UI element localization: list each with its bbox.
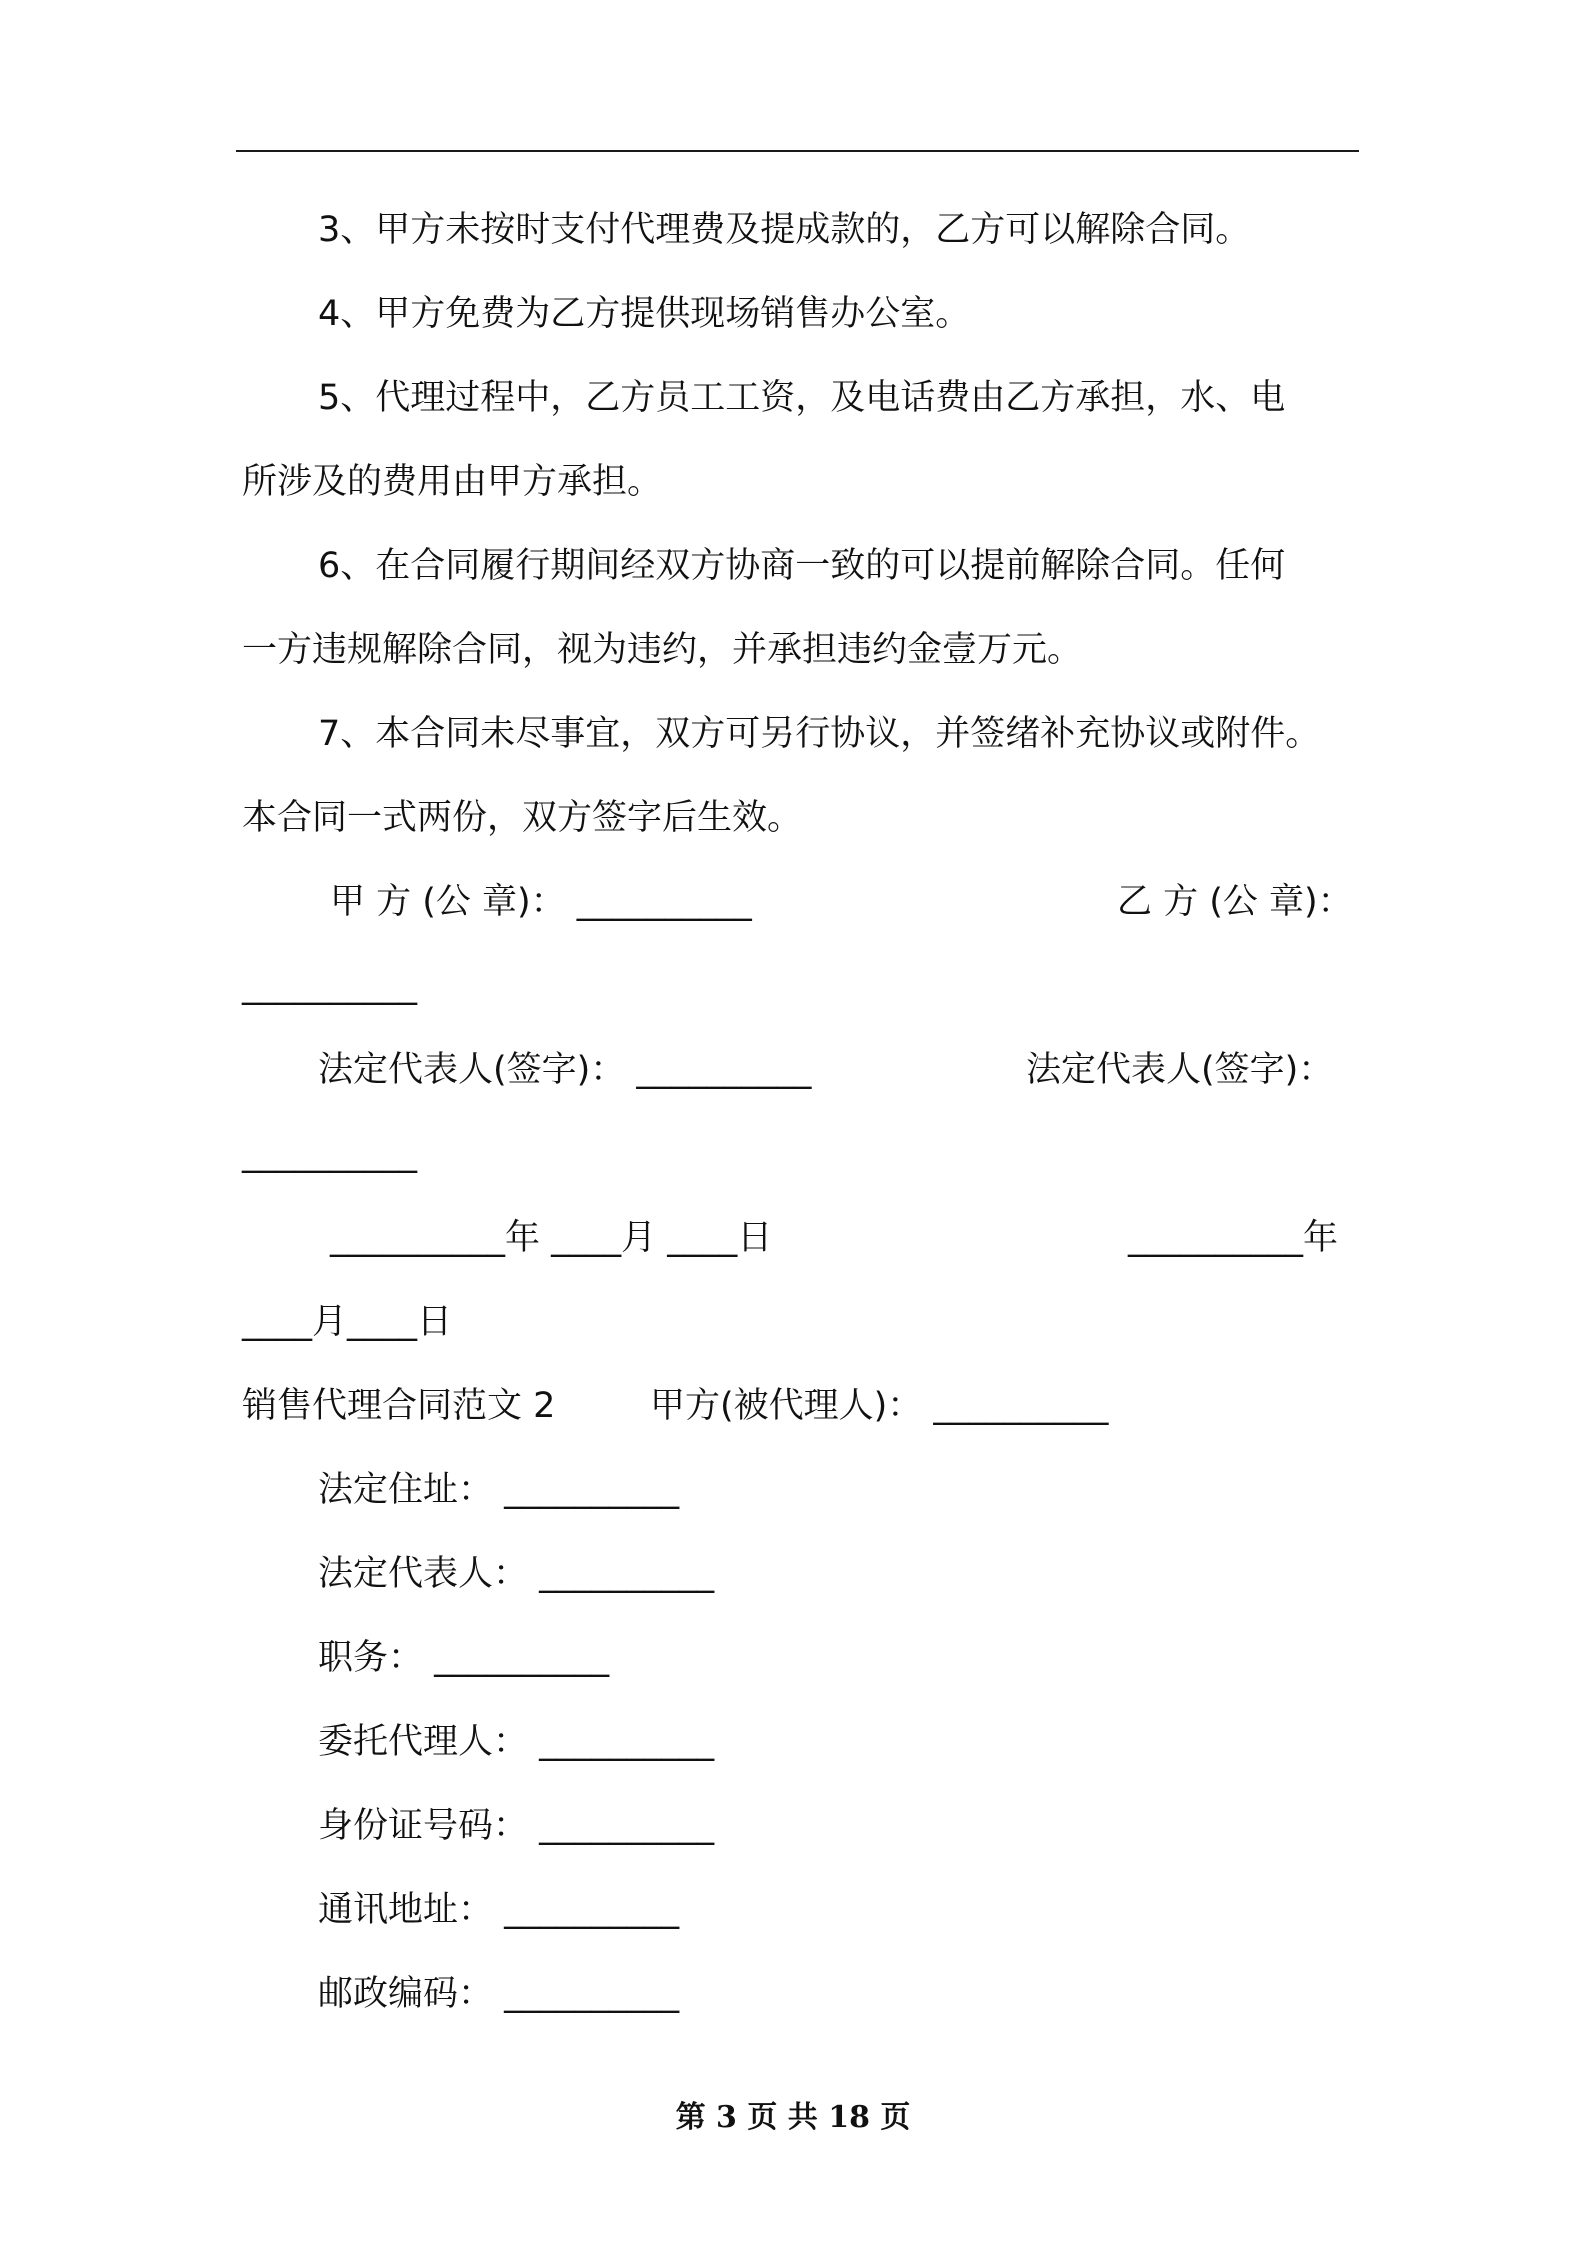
field-postal-code: 邮政编码： __________ <box>318 1974 680 2014</box>
clause-5-line-1: 5、代理过程中，乙方员工工资，及电话费由乙方承担，水、电 <box>318 378 1286 418</box>
clause-6-line-1: 6、在合同履行期间经双方协商一致的可以提前解除合同。任何 <box>318 546 1286 586</box>
party-b-representative-blank: __________ <box>242 1134 417 1174</box>
field-authorized-agent: 委托代理人： __________ <box>318 1722 715 1762</box>
field-id-number: 身份证号码： __________ <box>318 1806 715 1846</box>
clause-5-line-2: 所涉及的费用由甲方承担。 <box>242 462 663 502</box>
clause-7-line-1: 7、本合同未尽事宜，双方可另行协议，并签绪补充协议或附件。 <box>318 714 1321 754</box>
party-b-date-year: __________年 <box>1128 1218 1339 1258</box>
field-position: 职务： __________ <box>318 1638 610 1678</box>
party-b-seal: 乙 方 (公 章)： <box>1117 882 1353 922</box>
clause-3: 3、甲方未按时支付代理费及提成款的，乙方可以解除合同。 <box>318 210 1251 250</box>
clause-7-line-2: 本合同一式两份，双方签字后生效。 <box>242 798 803 838</box>
clause-6-line-2: 一方违规解除合同，视为违约，并承担违约金壹万元。 <box>242 630 1083 670</box>
field-legal-address: 法定住址： __________ <box>318 1470 680 1510</box>
field-legal-representative: 法定代表人： __________ <box>318 1554 715 1594</box>
party-b-representative: 法定代表人(签字)： <box>1026 1050 1334 1090</box>
page-number: 第 3 页 共 18 页 <box>675 2100 911 2135</box>
section-2-title: 销售代理合同范文 2 <box>242 1386 556 1426</box>
header-rule <box>236 150 1359 152</box>
clause-4: 4、甲方免费为乙方提供现场销售办公室。 <box>318 294 971 334</box>
party-a-date: __________年 ____月 ____日 <box>330 1218 773 1258</box>
party-a-representative: 法定代表人(签字)： __________ <box>318 1050 812 1090</box>
field-mailing-address: 通讯地址： __________ <box>318 1890 680 1930</box>
party-a-seal: 甲 方 (公 章)： __________ <box>330 882 752 922</box>
party-b-date-month-day: ____月____日 <box>242 1302 453 1342</box>
section-2-party-a: 甲方(被代理人)： __________ <box>650 1386 1109 1426</box>
party-b-seal-blank: __________ <box>242 966 417 1006</box>
